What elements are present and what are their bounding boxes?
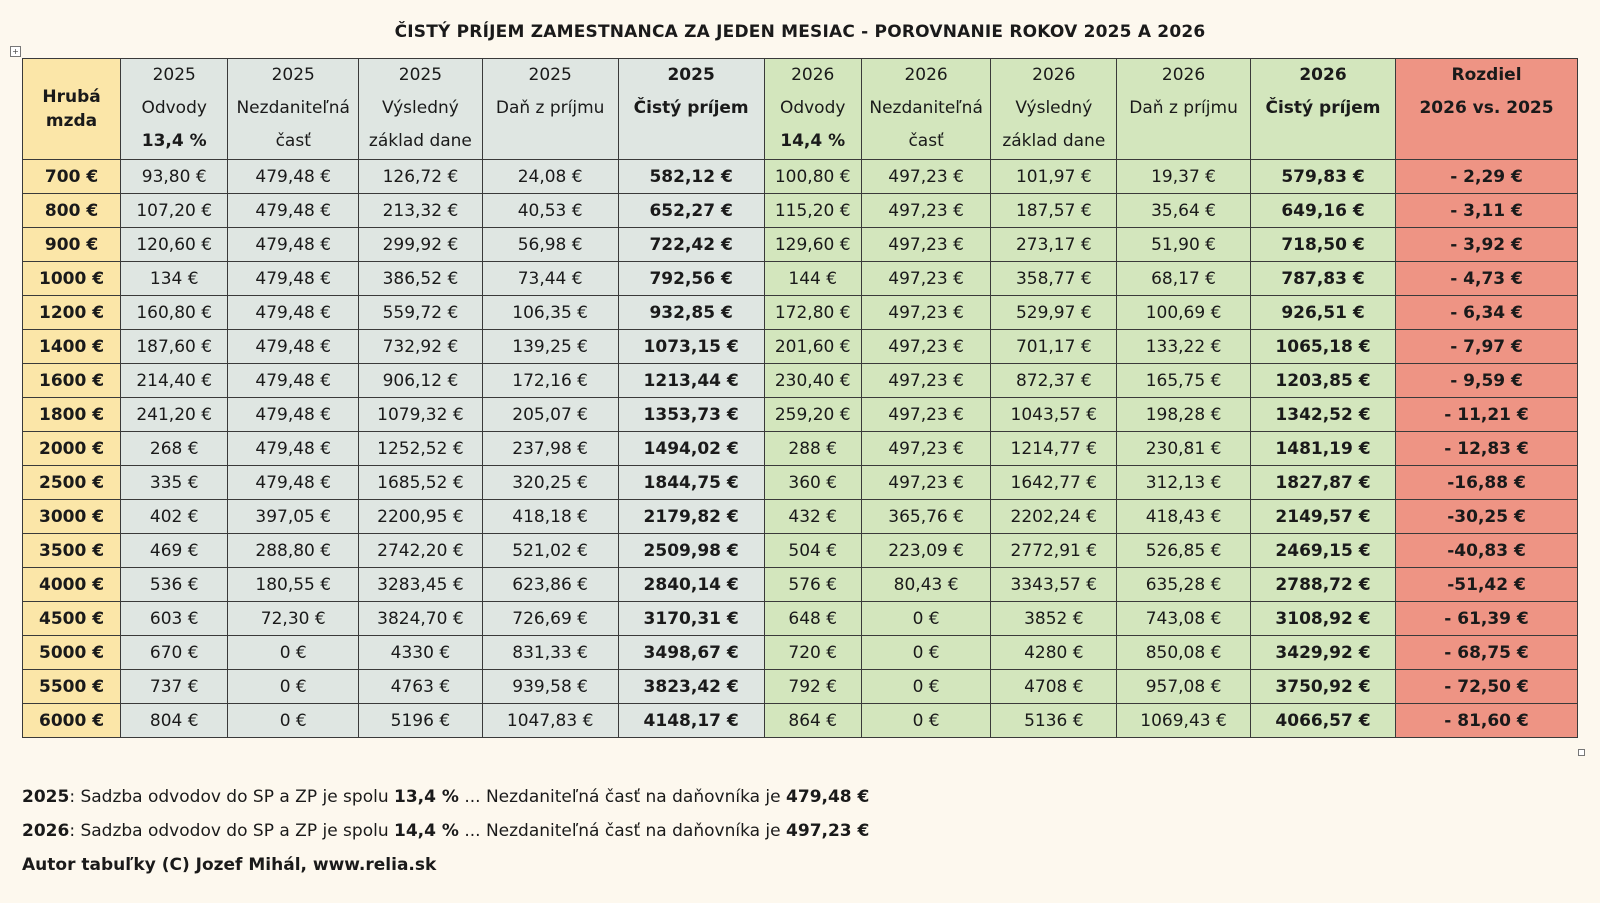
table-cell: 358,77 € <box>991 262 1117 296</box>
column-header-line: 2025 <box>667 65 715 85</box>
header-row <box>23 59 1578 160</box>
table-cell: 576 € <box>764 568 861 602</box>
table-cell: 3852 € <box>991 602 1117 636</box>
table-row <box>23 330 1578 364</box>
table-cell: - 81,60 € <box>1396 704 1578 738</box>
table-cell: 497,23 € <box>861 262 991 296</box>
table-cell: -30,25 € <box>1396 500 1578 534</box>
table-cell: 288,80 € <box>228 534 359 568</box>
table-cell: 0 € <box>228 636 359 670</box>
table-cell: 0 € <box>228 704 359 738</box>
table-cell: 365,76 € <box>861 500 991 534</box>
table-cell: 0 € <box>861 704 991 738</box>
table-cell: 479,48 € <box>228 330 359 364</box>
table-cell: 649,16 € <box>1250 194 1395 228</box>
table-cell: 4330 € <box>359 636 483 670</box>
header-gross-wage <box>23 59 121 160</box>
table-cell: 579,83 € <box>1250 160 1395 194</box>
table-cell: 1043,57 € <box>991 398 1117 432</box>
table-row <box>23 262 1578 296</box>
table-cell: 4708 € <box>991 670 1117 704</box>
table-cell: 3343,57 € <box>991 568 1117 602</box>
table-cell: - 9,59 € <box>1396 364 1578 398</box>
table-cell: 1214,77 € <box>991 432 1117 466</box>
table-cell: 2000 € <box>23 432 121 466</box>
table-cell: 4280 € <box>991 636 1117 670</box>
table-cell: 259,20 € <box>764 398 861 432</box>
table-cell: 497,23 € <box>861 398 991 432</box>
table-cell: 497,23 € <box>861 330 991 364</box>
table-cell: 479,48 € <box>228 194 359 228</box>
table-cell: 1200 € <box>23 296 121 330</box>
table-cell: - 7,97 € <box>1396 330 1578 364</box>
table-cell: 6000 € <box>23 704 121 738</box>
table-cell: 115,20 € <box>764 194 861 228</box>
table-cell: 2772,91 € <box>991 534 1117 568</box>
column-header-line: Daň z príjmu <box>1129 98 1238 118</box>
table-cell: 787,83 € <box>1250 262 1395 296</box>
table-cell: 0 € <box>861 670 991 704</box>
table-cell: 479,48 € <box>228 432 359 466</box>
column-header-line: 2025 <box>271 65 315 85</box>
column-header-line: Výsledný <box>381 98 459 118</box>
table-cell: 900 € <box>23 228 121 262</box>
column-header <box>1396 59 1578 160</box>
table-row <box>23 602 1578 636</box>
table-row <box>23 704 1578 738</box>
note-text: ... Nezdaniteľná časť na daňovníka je <box>458 787 787 807</box>
table-cell: - 3,11 € <box>1396 194 1578 228</box>
column-header-line: 2026 <box>1161 65 1206 85</box>
table-cell: 40,53 € <box>482 194 618 228</box>
table-cell: 187,60 € <box>121 330 228 364</box>
table-cell: -16,88 € <box>1396 466 1578 500</box>
table-cell: 106,35 € <box>482 296 618 330</box>
column-header-line: 2026 <box>791 65 835 85</box>
table-cell: 187,57 € <box>991 194 1117 228</box>
table-cell: 1494,02 € <box>618 432 764 466</box>
table-cell: 5000 € <box>23 636 121 670</box>
table-cell: 268 € <box>121 432 228 466</box>
table-cell: 804 € <box>121 704 228 738</box>
column-header <box>1250 59 1395 160</box>
column-header-line: 2026 <box>1299 65 1347 85</box>
table-cell: 51,90 € <box>1117 228 1251 262</box>
table-row <box>23 160 1578 194</box>
table-cell: 479,48 € <box>228 296 359 330</box>
column-header-line: základ dane <box>368 131 472 151</box>
table-cell: 582,12 € <box>618 160 764 194</box>
table-cell: 3170,31 € <box>618 602 764 636</box>
table-cell: 1353,73 € <box>618 398 764 432</box>
table-cell: 360 € <box>764 466 861 500</box>
note-year: 2026 <box>22 821 70 841</box>
table-cell: 926,51 € <box>1250 296 1395 330</box>
table-cell: - 61,39 € <box>1396 602 1578 636</box>
table-cell: 906,12 € <box>359 364 483 398</box>
table-cell: 1844,75 € <box>618 466 764 500</box>
column-header-line: 2026 vs. 2025 <box>1419 98 1554 118</box>
table-cell: 1685,52 € <box>359 466 483 500</box>
table-cell: 2509,98 € <box>618 534 764 568</box>
note-rate: 13,4 % <box>394 787 459 807</box>
table-row <box>23 432 1578 466</box>
table-cell: 2500 € <box>23 466 121 500</box>
table-cell: 479,48 € <box>228 262 359 296</box>
table-cell: 1600 € <box>23 364 121 398</box>
table-cell: 160,80 € <box>121 296 228 330</box>
column-header-line: Daň z príjmu <box>495 98 605 118</box>
column-header-line: Čistý príjem <box>633 98 749 118</box>
note-2026 <box>22 814 869 848</box>
table-cell: 648 € <box>764 602 861 636</box>
table-cell: 0 € <box>228 670 359 704</box>
column-header <box>482 59 618 160</box>
table-cell: 1342,52 € <box>1250 398 1395 432</box>
table-cell: 24,08 € <box>482 160 618 194</box>
table-cell: 2840,14 € <box>618 568 764 602</box>
table-cell: 718,50 € <box>1250 228 1395 262</box>
note-text: ... Nezdaniteľná časť na daňovníka je <box>458 821 787 841</box>
table-cell: 792 € <box>764 670 861 704</box>
table-cell: 670 € <box>121 636 228 670</box>
table-cell: 120,60 € <box>121 228 228 262</box>
table-cell: 529,97 € <box>991 296 1117 330</box>
table-cell: 722,42 € <box>618 228 764 262</box>
author-credit: Autor tabuľky (C) Jozef Mihál, www.relia.sk <box>22 855 437 875</box>
table-row <box>23 636 1578 670</box>
table-cell: 800 € <box>23 194 121 228</box>
column-header-line: základ dane <box>1002 131 1106 151</box>
table-cell: - 6,34 € <box>1396 296 1578 330</box>
comparison-table <box>22 58 1578 738</box>
table-cell: 2469,15 € <box>1250 534 1395 568</box>
table-cell: 288 € <box>764 432 861 466</box>
table-cell: 479,48 € <box>228 160 359 194</box>
table-cell: 497,23 € <box>861 296 991 330</box>
table-cell: 3750,92 € <box>1250 670 1395 704</box>
table-cell: - 2,29 € <box>1396 160 1578 194</box>
table-cell: 101,97 € <box>991 160 1117 194</box>
column-header <box>228 59 359 160</box>
table-cell: 2742,20 € <box>359 534 483 568</box>
table-cell: 1047,83 € <box>482 704 618 738</box>
table-cell: 497,23 € <box>861 432 991 466</box>
table-cell: -40,83 € <box>1396 534 1578 568</box>
table-cell: 2788,72 € <box>1250 568 1395 602</box>
table-cell: 932,85 € <box>618 296 764 330</box>
column-header-line: 2025 <box>528 65 572 85</box>
table-cell: 198,28 € <box>1117 398 1251 432</box>
table-cell: - 3,92 € <box>1396 228 1578 262</box>
table-cell: 3823,42 € <box>618 670 764 704</box>
table-cell: 172,80 € <box>764 296 861 330</box>
column-header-line <box>483 125 618 158</box>
column-header-line: 2025 <box>398 65 443 85</box>
note-amount: 497,23 € <box>786 821 870 841</box>
column-header-line: Nezdaniteľná <box>236 98 350 118</box>
table-cell: 3000 € <box>23 500 121 534</box>
column-header-line: Odvody <box>141 98 207 118</box>
table-cell: 144 € <box>764 262 861 296</box>
table-cell: 2202,24 € <box>991 500 1117 534</box>
table-cell: 1079,32 € <box>359 398 483 432</box>
column-header-line: 2026 <box>1032 65 1076 85</box>
table-cell: 335 € <box>121 466 228 500</box>
column-header <box>121 59 228 160</box>
table-cell: 957,08 € <box>1117 670 1251 704</box>
footnotes <box>22 780 869 882</box>
table-cell: 100,80 € <box>764 160 861 194</box>
table-resize-handle-icon[interactable] <box>1578 749 1585 756</box>
table-cell: 536 € <box>121 568 228 602</box>
table-row <box>23 194 1578 228</box>
table-cell: 479,48 € <box>228 398 359 432</box>
table-row <box>23 296 1578 330</box>
column-header-line: 2026 <box>904 65 948 85</box>
table-cell: 850,08 € <box>1117 636 1251 670</box>
note-amount: 479,48 € <box>786 787 870 807</box>
table-cell: 73,44 € <box>482 262 618 296</box>
table-cell: - 11,21 € <box>1396 398 1578 432</box>
table-cell: 1065,18 € <box>1250 330 1395 364</box>
table-cell: 100,69 € <box>1117 296 1251 330</box>
table-cell: 700 € <box>23 160 121 194</box>
column-header-line: 13,4 % <box>141 131 207 151</box>
table-cell: 1252,52 € <box>359 432 483 466</box>
column-header-line: 2025 <box>152 65 196 85</box>
table-cell: 4148,17 € <box>618 704 764 738</box>
table-cell: 1069,43 € <box>1117 704 1251 738</box>
column-header <box>618 59 764 160</box>
table-cell: 1481,19 € <box>1250 432 1395 466</box>
table-cell: 732,92 € <box>359 330 483 364</box>
table-cell: 1000 € <box>23 262 121 296</box>
table-cell: 526,85 € <box>1117 534 1251 568</box>
table-cell: 19,37 € <box>1117 160 1251 194</box>
header-gross-line: Hrubá <box>42 87 101 107</box>
column-header-line: Nezdaniteľná <box>869 98 983 118</box>
table-row <box>23 500 1578 534</box>
table-cell: 2179,82 € <box>618 500 764 534</box>
table-cell: 402 € <box>121 500 228 534</box>
table-cell: 172,16 € <box>482 364 618 398</box>
table-cell: 5196 € <box>359 704 483 738</box>
table-cell: 4500 € <box>23 602 121 636</box>
table-row <box>23 364 1578 398</box>
table-cell: 504 € <box>764 534 861 568</box>
table-cell: 201,60 € <box>764 330 861 364</box>
table-cell: 479,48 € <box>228 228 359 262</box>
table-cell: 497,23 € <box>861 364 991 398</box>
table-cell: 479,48 € <box>228 466 359 500</box>
table-cell: 726,69 € <box>482 602 618 636</box>
column-header-line <box>1396 125 1577 158</box>
column-header-line <box>619 125 764 158</box>
table-cell: 720 € <box>764 636 861 670</box>
table-cell: 139,25 € <box>482 330 618 364</box>
table-cell: 5136 € <box>991 704 1117 738</box>
table-cell: 479,48 € <box>228 364 359 398</box>
table-cell: 133,22 € <box>1117 330 1251 364</box>
table-cell: 0 € <box>861 636 991 670</box>
table-cell: 1642,77 € <box>991 466 1117 500</box>
column-header <box>1117 59 1251 160</box>
table-cell: 432 € <box>764 500 861 534</box>
table-cell: 743,08 € <box>1117 602 1251 636</box>
table-cell: 418,43 € <box>1117 500 1251 534</box>
table-cell: 559,72 € <box>359 296 483 330</box>
column-header <box>764 59 861 160</box>
table-cell: 4066,57 € <box>1250 704 1395 738</box>
table-cell: 1213,44 € <box>618 364 764 398</box>
table-cell: 241,20 € <box>121 398 228 432</box>
table-cell: 1073,15 € <box>618 330 764 364</box>
table-cell: 230,40 € <box>764 364 861 398</box>
table-cell: 5500 € <box>23 670 121 704</box>
table-cell: 635,28 € <box>1117 568 1251 602</box>
table-cell: 273,17 € <box>991 228 1117 262</box>
table-cell: 3824,70 € <box>359 602 483 636</box>
table-row <box>23 228 1578 262</box>
table-cell: 205,07 € <box>482 398 618 432</box>
table-cell: -51,42 € <box>1396 568 1578 602</box>
table-row <box>23 568 1578 602</box>
table-cell: 652,27 € <box>618 194 764 228</box>
header-gross-line: mzda <box>45 111 98 131</box>
column-header-line <box>1117 125 1250 158</box>
table-cell: 2149,57 € <box>1250 500 1395 534</box>
table-cell: 521,02 € <box>482 534 618 568</box>
table-cell: - 4,73 € <box>1396 262 1578 296</box>
table-cell: 1827,87 € <box>1250 466 1395 500</box>
table-row <box>23 398 1578 432</box>
table-cell: 623,86 € <box>482 568 618 602</box>
table-cell: 180,55 € <box>228 568 359 602</box>
table-cell: 792,56 € <box>618 262 764 296</box>
table-row <box>23 670 1578 704</box>
table-cell: - 12,83 € <box>1396 432 1578 466</box>
column-header-line: Čistý príjem <box>1265 98 1381 118</box>
table-cell: 80,43 € <box>861 568 991 602</box>
table-cell: 230,81 € <box>1117 432 1251 466</box>
column-header-line <box>1251 125 1395 158</box>
table-cell: 299,92 € <box>359 228 483 262</box>
table-cell: 3429,92 € <box>1250 636 1395 670</box>
table-cell: 4763 € <box>359 670 483 704</box>
table-cell: 497,23 € <box>861 228 991 262</box>
table-cell: 831,33 € <box>482 636 618 670</box>
table-row <box>23 534 1578 568</box>
column-header-line: Rozdiel <box>1451 65 1522 85</box>
table-cell: 497,23 € <box>861 194 991 228</box>
table-cell: 939,58 € <box>482 670 618 704</box>
table-cell: 237,98 € <box>482 432 618 466</box>
table-cell: 68,17 € <box>1117 262 1251 296</box>
table-cell: 2200,95 € <box>359 500 483 534</box>
column-header <box>991 59 1117 160</box>
column-header <box>359 59 483 160</box>
table-cell: 223,09 € <box>861 534 991 568</box>
table-cell: 603 € <box>121 602 228 636</box>
table-cell: 129,60 € <box>764 228 861 262</box>
page-title: ČISTÝ PRÍJEM ZAMESTNANCA ZA JEDEN MESIAC - POROVNANIE ROKOV 2025 A 2026 <box>394 22 1206 42</box>
note-rate: 14,4 % <box>394 821 459 841</box>
table-cell: - 68,75 € <box>1396 636 1578 670</box>
table-cell: 1400 € <box>23 330 121 364</box>
table-cell: 864 € <box>764 704 861 738</box>
table-cell: 701,17 € <box>991 330 1117 364</box>
table-cell: 35,64 € <box>1117 194 1251 228</box>
table-row <box>23 466 1578 500</box>
table-cell: 737 € <box>121 670 228 704</box>
table-cell: 134 € <box>121 262 228 296</box>
table-cell: - 72,50 € <box>1396 670 1578 704</box>
table-cell: 213,32 € <box>359 194 483 228</box>
table-cell: 93,80 € <box>121 160 228 194</box>
table-cell: 1203,85 € <box>1250 364 1395 398</box>
table-cell: 214,40 € <box>121 364 228 398</box>
table-cell: 872,37 € <box>991 364 1117 398</box>
table-cell: 126,72 € <box>359 160 483 194</box>
table-cell: 469 € <box>121 534 228 568</box>
note-text: : Sadzba odvodov do SP a ZP je spolu <box>69 821 395 841</box>
column-header-line: časť <box>275 131 311 151</box>
table-cell: 312,13 € <box>1117 466 1251 500</box>
table-cell: 1800 € <box>23 398 121 432</box>
table-cell: 107,20 € <box>121 194 228 228</box>
table-cell: 497,23 € <box>861 466 991 500</box>
table-cell: 165,75 € <box>1117 364 1251 398</box>
table-body <box>23 160 1578 738</box>
table-cell: 56,98 € <box>482 228 618 262</box>
table-cell: 3498,67 € <box>618 636 764 670</box>
table-cell: 418,18 € <box>482 500 618 534</box>
table-cell: 320,25 € <box>482 466 618 500</box>
table-cell: 72,30 € <box>228 602 359 636</box>
table-cell: 497,23 € <box>861 160 991 194</box>
column-header-line: 14,4 % <box>780 131 846 151</box>
note-year: 2025 <box>22 787 70 807</box>
column-header <box>861 59 991 160</box>
column-header-line: Odvody <box>779 98 846 118</box>
table-cell: 3283,45 € <box>359 568 483 602</box>
table-cell: 386,52 € <box>359 262 483 296</box>
table-cell: 4000 € <box>23 568 121 602</box>
table-cell: 3108,92 € <box>1250 602 1395 636</box>
column-header-line: časť <box>908 131 944 151</box>
table-cell: 3500 € <box>23 534 121 568</box>
table-cell: 0 € <box>861 602 991 636</box>
table-move-handle-icon[interactable]: + <box>10 46 21 57</box>
note-text: : Sadzba odvodov do SP a ZP je spolu <box>69 787 395 807</box>
note-2025 <box>22 780 869 814</box>
column-header-line: Výsledný <box>1015 98 1093 118</box>
table-cell: 397,05 € <box>228 500 359 534</box>
